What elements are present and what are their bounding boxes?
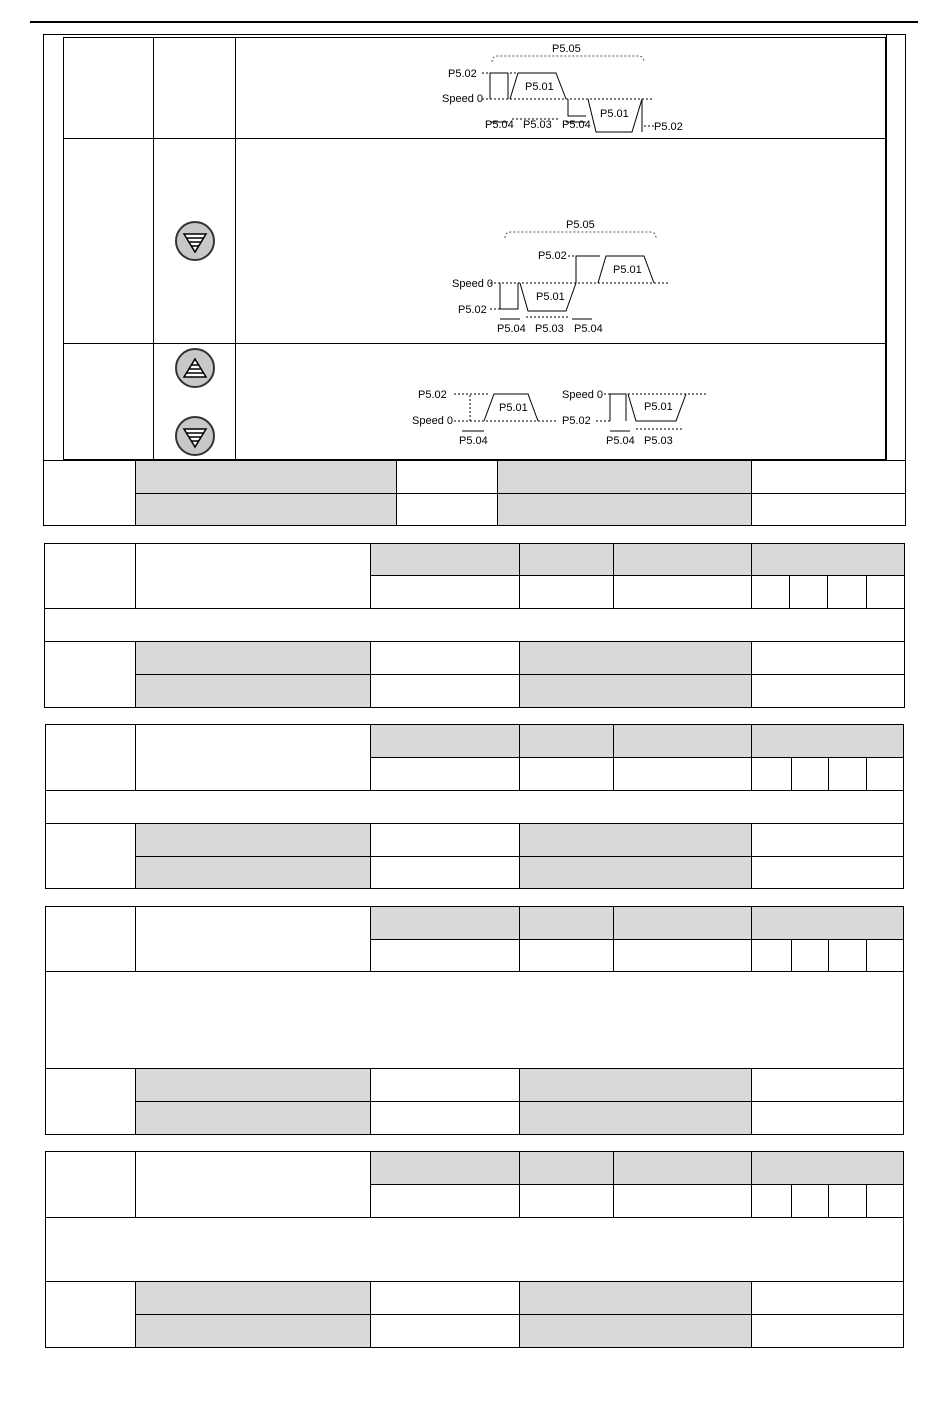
param4-f3 (519, 1281, 752, 1315)
param4-f2 (370, 1281, 520, 1315)
param2-f7 (519, 856, 752, 889)
speed0-label: Speed 0 (442, 93, 483, 105)
param1-f6 (370, 674, 520, 708)
param2-name-cell (135, 724, 371, 791)
param3-f5 (135, 1101, 371, 1135)
param4-h3 (613, 1151, 752, 1185)
param1-f3 (519, 641, 752, 675)
jog-timing-diagram-1 (430, 40, 690, 137)
param3-v3 (613, 939, 752, 972)
param1-code-cell (44, 543, 136, 609)
param4-v2 (519, 1184, 614, 1218)
p501-label-b: P5.01 (600, 108, 629, 120)
p502-label: P5.02 (448, 68, 477, 80)
param3-h4 (751, 906, 904, 940)
param1-name-cell (135, 543, 371, 609)
p504-label-a: P5.04 (485, 119, 514, 131)
p501-label: P5.01 (499, 402, 528, 414)
param4-description (45, 1217, 904, 1282)
param3-mode-1 (751, 939, 792, 972)
param1-f8 (751, 674, 905, 708)
param3-h1 (370, 906, 520, 940)
param3-v2 (519, 939, 614, 972)
speed0-label: Speed 0 (452, 278, 493, 290)
p501-label-a: P5.01 (613, 264, 642, 276)
p503-label: P5.03 (523, 119, 552, 131)
param1-v3 (613, 575, 752, 609)
inner-table-row-1-col-2 (153, 37, 236, 139)
top-footer-r2-c2 (396, 493, 498, 526)
param1-v1 (370, 575, 520, 609)
param4-h4 (751, 1151, 904, 1185)
speed0-label: Speed 0 (562, 389, 603, 401)
param3-v1 (370, 939, 520, 972)
top-footer-r2-c1 (135, 493, 397, 526)
param2-description (45, 790, 904, 824)
p505-label: P5.05 (552, 43, 581, 55)
param2-h4 (751, 724, 904, 758)
inner-table-row-3-col-1 (63, 343, 154, 460)
outer-right-divider (886, 34, 887, 460)
p504-label: P5.04 (459, 435, 488, 447)
param3-name-cell (135, 906, 371, 972)
param3-code-cell (45, 906, 136, 972)
param2-mode-1 (751, 757, 792, 791)
p502-label-right: P5.02 (654, 121, 683, 133)
p503-label: P5.03 (644, 435, 673, 447)
param1-f1 (135, 641, 371, 675)
param1-mode-2 (789, 575, 828, 609)
top-footer-label-cell (43, 460, 136, 526)
inner-table-row-2-col-1 (63, 138, 154, 344)
p502-label: P5.02 (562, 415, 591, 427)
param4-mode-4 (866, 1184, 904, 1218)
jog-timing-diagram-3 (410, 384, 560, 450)
param4-footer-label (45, 1281, 136, 1348)
param1-h3 (613, 543, 752, 576)
param2-f1 (135, 823, 371, 857)
param3-f6 (370, 1101, 520, 1135)
param2-h3 (613, 724, 752, 758)
param2-v3 (613, 757, 752, 791)
param2-h2 (519, 724, 614, 758)
inner-table-row-1-col-1 (63, 37, 154, 139)
param4-code-cell (45, 1151, 136, 1218)
param2-f6 (370, 856, 520, 889)
param1-h1 (370, 543, 520, 576)
param1-h2 (519, 543, 614, 576)
param3-f1 (135, 1068, 371, 1102)
param1-f2 (370, 641, 520, 675)
param3-footer-label (45, 1068, 136, 1135)
p505-label: P5.05 (566, 219, 595, 231)
param1-h4 (751, 543, 905, 576)
p501-label-b: P5.01 (536, 291, 565, 303)
jog-timing-diagram-4 (560, 384, 710, 450)
param4-mode-3 (828, 1184, 867, 1218)
param3-description (45, 971, 904, 1069)
jog-timing-diagram-2 (450, 216, 680, 338)
param4-f5 (135, 1314, 371, 1348)
top-footer-r1-c2 (396, 460, 498, 494)
param1-f5 (135, 674, 371, 708)
param4-f6 (370, 1314, 520, 1348)
p502-label-left: P5.02 (458, 304, 487, 316)
param3-mode-4 (866, 939, 904, 972)
param3-h2 (519, 906, 614, 940)
p501-label: P5.01 (644, 401, 673, 413)
param4-v3 (613, 1184, 752, 1218)
p502-label-top: P5.02 (538, 250, 567, 262)
param1-mode-1 (751, 575, 790, 609)
param1-description (44, 608, 905, 642)
param4-mode-2 (791, 1184, 829, 1218)
param3-f3 (519, 1068, 752, 1102)
speed0-label: Speed 0 (412, 415, 453, 427)
top-footer-r1-c4 (751, 460, 906, 494)
param3-h3 (613, 906, 752, 940)
param4-mode-1 (751, 1184, 792, 1218)
p502-label: P5.02 (418, 389, 447, 401)
p504-label-a: P5.04 (497, 323, 526, 335)
param3-mode-3 (828, 939, 867, 972)
p503-label: P5.03 (535, 323, 564, 335)
param2-mode-2 (791, 757, 829, 791)
param2-f2 (370, 823, 520, 857)
param4-name-cell (135, 1151, 371, 1218)
param2-f3 (519, 823, 752, 857)
param2-mode-4 (866, 757, 904, 791)
param1-f4 (751, 641, 905, 675)
param4-f1 (135, 1281, 371, 1315)
p504-label: P5.04 (606, 435, 635, 447)
down-triangle-button-icon (175, 416, 215, 456)
param4-f4 (751, 1281, 904, 1315)
param3-f2 (370, 1068, 520, 1102)
param1-v2 (519, 575, 614, 609)
param2-f5 (135, 856, 371, 889)
param3-f8 (751, 1101, 904, 1135)
param4-f7 (519, 1314, 752, 1348)
top-footer-r1-c1 (135, 460, 397, 494)
top-footer-r2-c4 (751, 493, 906, 526)
param1-f7 (519, 674, 752, 708)
param2-v2 (519, 757, 614, 791)
param3-mode-2 (791, 939, 829, 972)
param2-f8 (751, 856, 904, 889)
p504-label-b: P5.04 (562, 119, 591, 131)
param1-mode-4 (866, 575, 905, 609)
top-footer-r1-c3 (497, 460, 752, 494)
p501-label-a: P5.01 (525, 81, 554, 93)
param1-mode-3 (827, 575, 867, 609)
param1-footer-label (44, 641, 136, 708)
param2-f4 (751, 823, 904, 857)
header-rule (30, 21, 918, 23)
param3-f7 (519, 1101, 752, 1135)
p504-label-b: P5.04 (574, 323, 603, 335)
param2-code-cell (45, 724, 136, 791)
param4-h2 (519, 1151, 614, 1185)
param3-f4 (751, 1068, 904, 1102)
param2-mode-3 (828, 757, 867, 791)
param4-h1 (370, 1151, 520, 1185)
param2-footer-label (45, 823, 136, 889)
param4-v1 (370, 1184, 520, 1218)
param4-f8 (751, 1314, 904, 1348)
top-footer-r2-c3 (497, 493, 752, 526)
down-triangle-button-icon (175, 221, 215, 261)
param2-v1 (370, 757, 520, 791)
param2-h1 (370, 724, 520, 758)
up-triangle-button-icon (175, 348, 215, 388)
